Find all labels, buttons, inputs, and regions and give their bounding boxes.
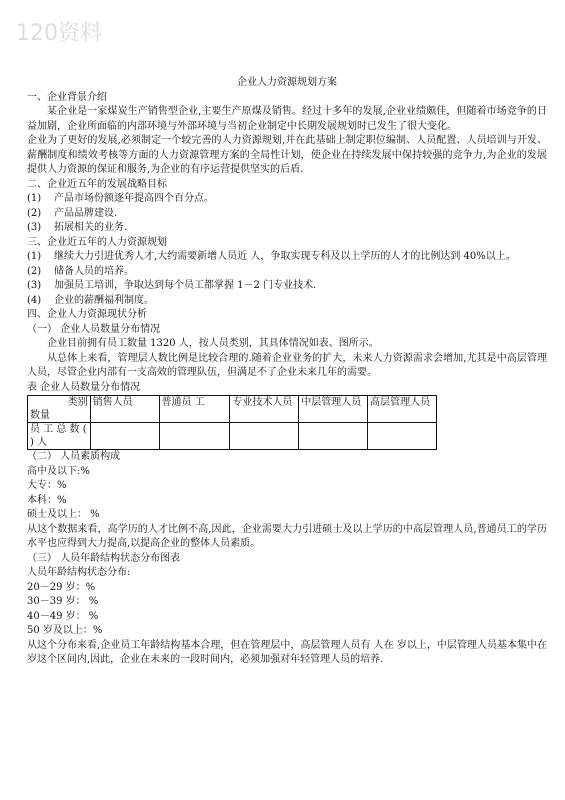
table-cell bbox=[230, 423, 299, 450]
document-body bbox=[27, 76, 547, 668]
corner-bottom-label: 数量 bbox=[30, 410, 50, 421]
subsection-heading: （一） 企业人员数量分布情况 bbox=[27, 323, 161, 335]
section-2-heading: 二、企业近五年的发展战略目标 bbox=[27, 178, 167, 190]
table-cell bbox=[299, 423, 368, 450]
corner-top-label: 类别 bbox=[67, 397, 88, 408]
list-item bbox=[27, 279, 547, 294]
stat-line: 硕士及以上： % bbox=[27, 509, 100, 520]
table-cell bbox=[90, 423, 159, 450]
paragraph: 企业为了更好的发展,必须制定一个较完善的人力资源规划,并在此基础上制定职位编制、人员配置、人员培训与开发、薪酬制度和绩效考核等方面的人力资源管理方案的全局性计划，使企业在持续发展中保持较强的竞争力,为企业的发展提供人力资源的保证和服务,为企业的有序运营提供坚实的后盾. bbox=[27, 135, 547, 175]
section-3-heading: 三、企业近五年的人力资源规划 bbox=[27, 236, 167, 248]
section-4-heading: 四、企业人力资源现状分析 bbox=[27, 309, 147, 320]
list-text: 储备人员的培养。 bbox=[54, 265, 134, 277]
list-number: (3) bbox=[27, 280, 42, 291]
column-header: 销售人员 bbox=[90, 396, 159, 423]
list-item bbox=[27, 192, 547, 207]
stat-line: 20－29 岁：% bbox=[27, 581, 96, 593]
stat-line: 高中及以下:% bbox=[27, 465, 90, 477]
list-number: (2) bbox=[27, 265, 42, 277]
list-item bbox=[27, 207, 547, 222]
paragraph: 从这个分布来看,企业员工年龄结构基本合理，但在管理层中，高层管理人员有 人在 岁以上，中层管理人员基本集中在 岁这个区间内,因此，企业在未来的一段时间内，必须加强对年轻管理人员的培养. bbox=[27, 639, 547, 665]
table-header-row bbox=[28, 396, 437, 423]
stat-label: 人员年龄结构状态分布: bbox=[27, 567, 131, 578]
list-item bbox=[27, 250, 547, 265]
list-item bbox=[27, 221, 547, 236]
table-corner-cell bbox=[28, 396, 91, 423]
paragraph: 某企业是一家煤炭生产销售型企业,主要生产原煤及销售。经过十多年的发展,企业业绩颇佳，但随着市场竞争的日益加剧，企业所面临的内部环境与外部环境与当初企业制定中长期发展规划时已发生了很大变化。 bbox=[27, 106, 547, 132]
list-text: 拓展相关的业务. bbox=[54, 222, 128, 233]
list-text: 继续大力引进优秀人才,大约需要新增人员近 人，争取实现专科及以上学历的人才的比例达到 40%以上。 bbox=[54, 251, 516, 262]
list-item bbox=[27, 265, 547, 280]
stat-line: 大专：% bbox=[27, 480, 67, 491]
list-text: 企业的薪酬福利制度。 bbox=[54, 294, 154, 306]
list-number: (4) bbox=[27, 294, 42, 306]
list-text: 加强员工培训，争取达到每个员工都掌握 1－2 门专业技术. bbox=[54, 280, 317, 291]
paragraph: 企业目前拥有员工数量 1320 人，按人员类别，其具体情况如表、图所示。 bbox=[47, 338, 379, 349]
table-cell bbox=[368, 423, 437, 450]
stat-line: 本科：% bbox=[27, 494, 67, 506]
stat-line: 50 岁及以上：% bbox=[27, 625, 103, 636]
list-number: (3) bbox=[27, 222, 42, 233]
subsection-heading: （二） 人员素质构成 bbox=[27, 451, 121, 462]
stat-line: 40－49 岁： % bbox=[27, 610, 99, 622]
stat-line: 30－39 岁： % bbox=[27, 596, 99, 607]
table-cell bbox=[159, 423, 230, 450]
subsection-heading: （三） 人员年龄结构状态分布图表 bbox=[27, 552, 181, 564]
table-caption: 表 企业人员数量分布情况 bbox=[27, 381, 141, 393]
list-number: (2) bbox=[27, 207, 42, 219]
staff-distribution-table bbox=[27, 395, 437, 450]
list-text: 产品品牌建设. bbox=[54, 207, 118, 219]
list-number: (1) bbox=[27, 193, 42, 204]
table-row bbox=[28, 423, 437, 450]
watermark: 120资料 bbox=[16, 21, 102, 46]
column-header: 普通员 工 bbox=[159, 396, 230, 423]
list-item bbox=[27, 294, 547, 309]
paragraph: 从总体上来看，管理层人数比例是比较合理的.随着企业业务的扩大，未来人力资源需求会增加,尤其是中高层管理人员，尽管企业内部有一支高效的管理队伍，但满足不了企业未来几年的需要。 bbox=[27, 352, 547, 378]
column-header: 专业技术人员 bbox=[230, 396, 299, 423]
list-number: (1) bbox=[27, 251, 42, 262]
document-title: 企业人力资源规划方案 bbox=[237, 77, 337, 88]
list-text: 产品市场份额逐年提高四个百分点。 bbox=[54, 193, 214, 204]
column-header: 中层管理人员 bbox=[299, 396, 368, 423]
section-1-heading: 一、企业背景介绍 bbox=[27, 91, 107, 103]
paragraph: 从这个数据来看，高学历的人才比例不高,因此，企业需要大力引进硕士及以上学历的中高层管理人员,普通员工的学历水平也应得到大力提高,以提高企业的整体人员素质。 bbox=[27, 523, 547, 549]
row-label: 员 工 总 数 ( ) 人 bbox=[28, 423, 91, 450]
column-header: 高层管理人员 bbox=[368, 396, 437, 423]
